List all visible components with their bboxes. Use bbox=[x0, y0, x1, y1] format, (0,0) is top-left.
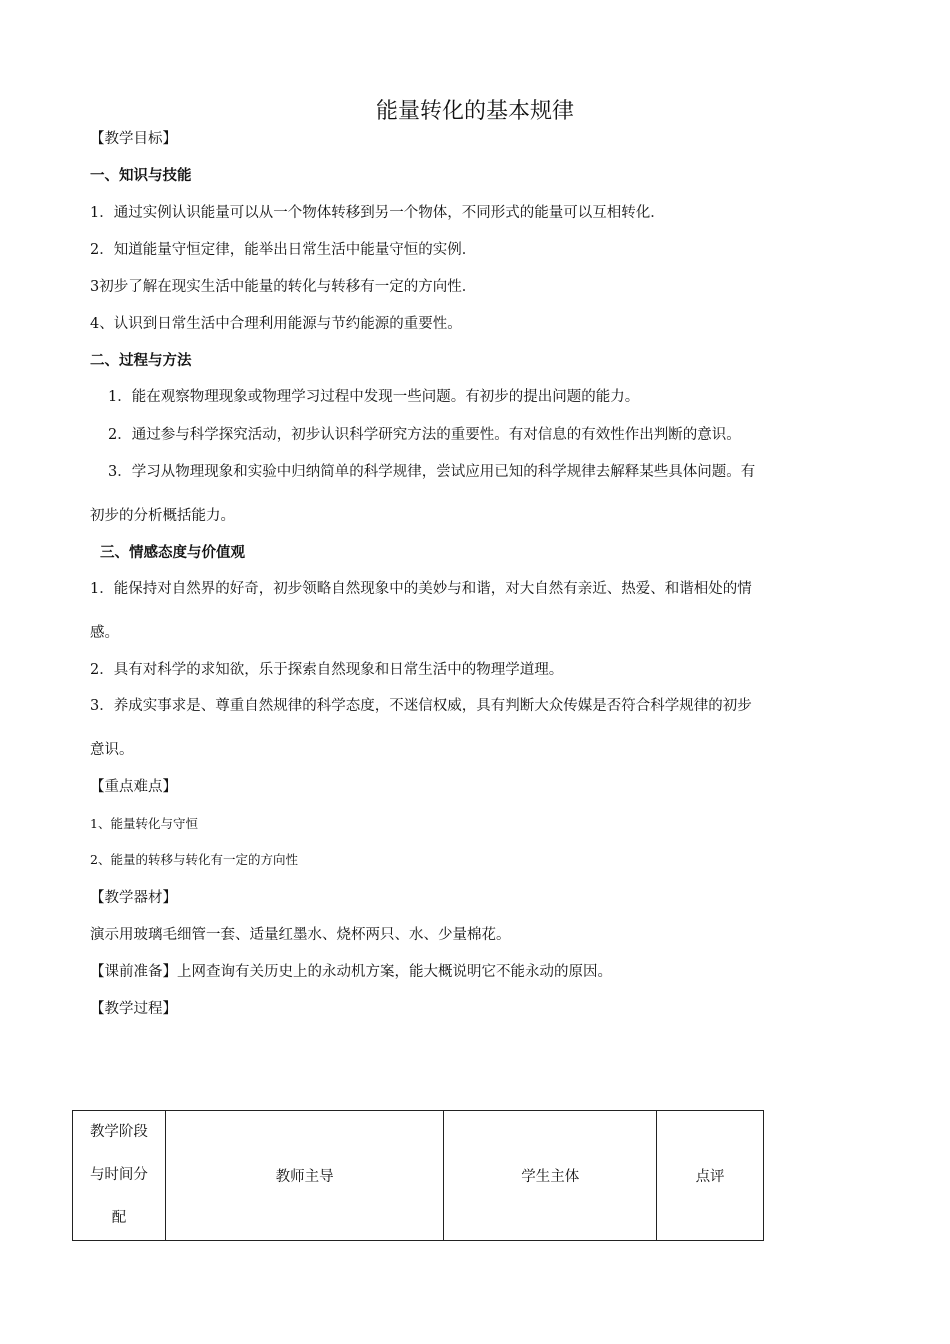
equipment-text: 演示用玻璃毛细管一套、适量红墨水、烧杯两只、水、少量棉花。 bbox=[90, 927, 511, 943]
table-header-row bbox=[73, 1111, 764, 1241]
attitude-item-1-continued: 感。 bbox=[90, 625, 119, 641]
comment-cell: 点评 bbox=[657, 1111, 764, 1241]
knowledge-item-1: 1．通过实例认识能量可以从一个物体转移到另一个物体，不同形式的能量可以互相转化． bbox=[90, 205, 665, 221]
teaching-process-table bbox=[72, 1110, 764, 1241]
attitude-item-3: 3．养成实事求是、尊重自然规律的科学态度，不迷信权威，具有判断大众传媒是否符合科学规律的初步 bbox=[90, 698, 752, 714]
process-item-2: 2．通过参与科学探究活动，初步认识科学研究方法的重要性。有对信息的有效性作出判断的意识。 bbox=[108, 427, 741, 443]
process-item-3-continued: 初步的分析概括能力。 bbox=[90, 508, 235, 524]
stage-cell bbox=[73, 1111, 166, 1241]
document-title: 能量转化的基本规律 bbox=[375, 99, 574, 124]
attitude-item-1: 1．能保持对自然界的好奇，初步领略自然现象中的美妙与和谐，对大自然有亲近、热爱、和谐相处的情 bbox=[90, 581, 752, 597]
attitude-item-2: 2．具有对科学的求知欲，乐于探索自然现象和日常生活中的物理学道理。 bbox=[90, 662, 564, 678]
attitude-item-3-continued: 意识。 bbox=[90, 742, 134, 758]
preparation-text: 上网查询有关历史上的永动机方案，能大概说明它不能永动的原因。 bbox=[177, 964, 612, 980]
process-item-3: 3．学习从物理现象和实验中归纳简单的科学规律，尝试应用已知的科学规律去解释某些具体问题。有 bbox=[108, 464, 756, 480]
stage-line-1: 教学阶段 bbox=[89, 1124, 148, 1140]
key-points-heading: 【重点难点】 bbox=[90, 779, 177, 795]
key-point-1: 1、能量转化与守恒 bbox=[90, 816, 198, 831]
knowledge-item-3: 3初步了解在现实生活中能量的转化与转移有一定的方向性． bbox=[90, 279, 477, 295]
process-heading: 【教学过程】 bbox=[90, 1001, 177, 1017]
stage-line-2: 与时间分 bbox=[89, 1167, 148, 1183]
section-attitude-heading: 三、情感态度与价值观 bbox=[100, 545, 245, 561]
preparation-paragraph bbox=[90, 961, 865, 983]
section-process-heading: 二、过程与方法 bbox=[90, 353, 192, 369]
section-knowledge-heading: 一、知识与技能 bbox=[90, 168, 192, 184]
teacher-cell: 教师主导 bbox=[165, 1111, 444, 1241]
objectives-heading: 【教学目标】 bbox=[90, 131, 177, 147]
knowledge-item-2: 2．知道能量守恒定律，能举出日常生活中能量守恒的实例． bbox=[90, 242, 477, 258]
process-item-1: 1．能在观察物理现象或物理学习过程中发现一些问题。有初步的提出问题的能力。 bbox=[108, 389, 640, 405]
student-cell: 学生主体 bbox=[444, 1111, 657, 1241]
key-point-2: 2、能量的转移与转化有一定的方向性 bbox=[90, 852, 298, 867]
preparation-heading: 【课前准备】 bbox=[90, 964, 177, 980]
knowledge-item-4: 4、认识到日常生活中合理利用能源与节约能源的重要性。 bbox=[90, 316, 462, 332]
equipment-heading: 【教学器材】 bbox=[90, 890, 177, 906]
stage-line-3: 配 bbox=[111, 1210, 127, 1226]
